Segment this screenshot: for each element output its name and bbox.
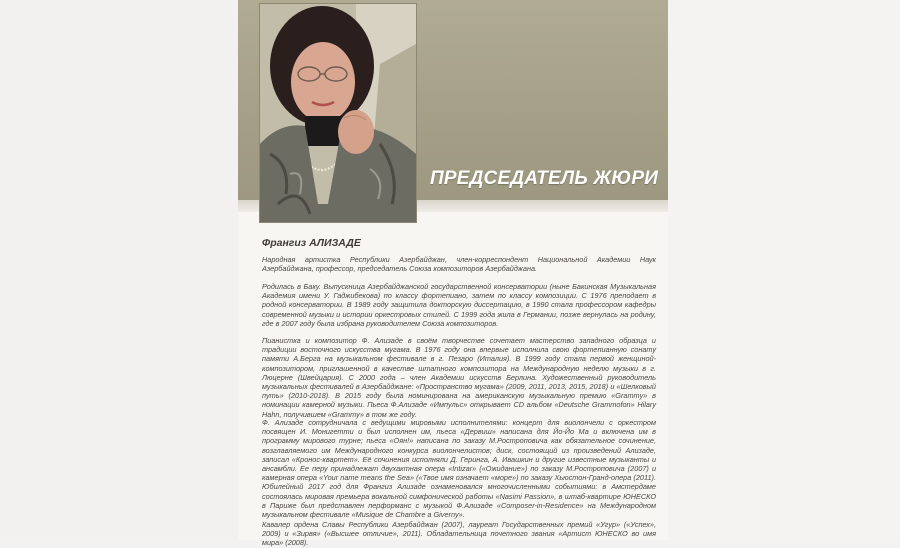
bio-paragraph-3: Пианистка и композитор Ф. Ализаде в своём творчестве сочетает мастерство западного образца и традиции восточного искусства мугама. В 1976 году она впервые исполнила свою фортепианную сонату памяти А.Берга на музыкальном фестивале в г. Пезаро (Италия). В 1999 году стала первой женщиной-композитором, приглашенной в качестве штатного композитора на Международную неделю музыки в г. Люцерне (Швейцария). С 2000 года – член Академии искусств Берлина. Художественный руководитель музыкальных фестивалей в Азербайджане: «Пространство мугама» (2009, 2011, 2013, 2015, 2018) и «Шелковый путь» (2010-2018). В 2015 году была номинирована на американскую музыкальную премию «Grammy» в номинации камерной музыки. Пьеса Ф.Ализаде «Импульс» открывает CD альбом «Deutsche Grammofon» Hilary Hahn, получившем «Grammy» в том же году.: [262, 336, 656, 419]
portrait-photo: [260, 4, 416, 222]
bio-paragraph-2: Родилась в Баку. Выпускница Азербайджанской государственной консерватории (ныне Бакинская Музыкальная Академия имени У. Гаджибекова) по классу фортепиано, затем по классу композиции. С 1976 преподает в родной консерватории. В 1989 году защитила докторскую диссертацию, в 1990 стала профессором кафедры современной музыки и истории оркестровых стилей. С 1999 года жила в Германии, позже вернулась на родину, где в 2007 году была избрана руководителем Союза композиторов.: [262, 282, 656, 328]
bio-paragraph-1: Народная артистка Республики Азербайджан, член-корреспондент Национальной Академии Наук Азербайджана, профессор, председатель Союза композиторов Азербайджана.: [262, 255, 656, 274]
left-margin: [0, 0, 238, 540]
bio-paragraph-4: Ф. Ализаде сотрудничала с ведущими мировыми исполнителями: концерт для виолончели с оркестром посвящен И. Монигетти и был исполнен им, пьеса «Дервиш» написана для Йо-Йо Ма и включена им в программу мирового турне; пьеса «Оян!» написана по заказу М.Ростроповича как обязательное сочинение, возглавляемого им Международного конкурса виолончелистов; диск, состоящий из произведений Ализаде, записал «Кронос-квартет». Её сочинения исполняли Д. Геринга, А. Ивашкин и другие известные музыканты и ансамбли. Ее перу принадлежат двухактная опера «Intizar» («Ожидание») по заказу М.Ростроповича (2007) и камерная опера «Your name means the Sea» («Твое имя означает «море») по заказу Хьюстон-Гранд-опера (2011). Юбилейный 2017 год для Франгиз Ализаде ознаменовался многочисленными событиями: в Амстердаме состоялась мировая премьера вокальной симфонической работы «Nasimi Passion», в штаб-квартире ЮНЕСКО в Париже был представлен перформанс с музыкой Ф.Ализаде «Composer-in-Residence» на Международном музыкальном фестивале «Musique de Chambre a Giverny».: [262, 418, 656, 520]
person-name: Франгиз АЛИЗАДЕ: [262, 237, 361, 249]
right-margin: [668, 0, 900, 540]
bio-paragraph-5: Кавалер ордена Славы Республики Азербайджан (2007), лауреат Государственных премий «Угур» («Успех», 2009) и «Зирвя» («Высшее отличие», 2011). Обладательница почетного звания «Артист ЮНЕСКО во имя мира» (2008).: [262, 520, 656, 548]
document-page: [238, 0, 668, 548]
section-title: ПРЕДСЕДАТЕЛЬ ЖЮРИ: [430, 168, 659, 189]
